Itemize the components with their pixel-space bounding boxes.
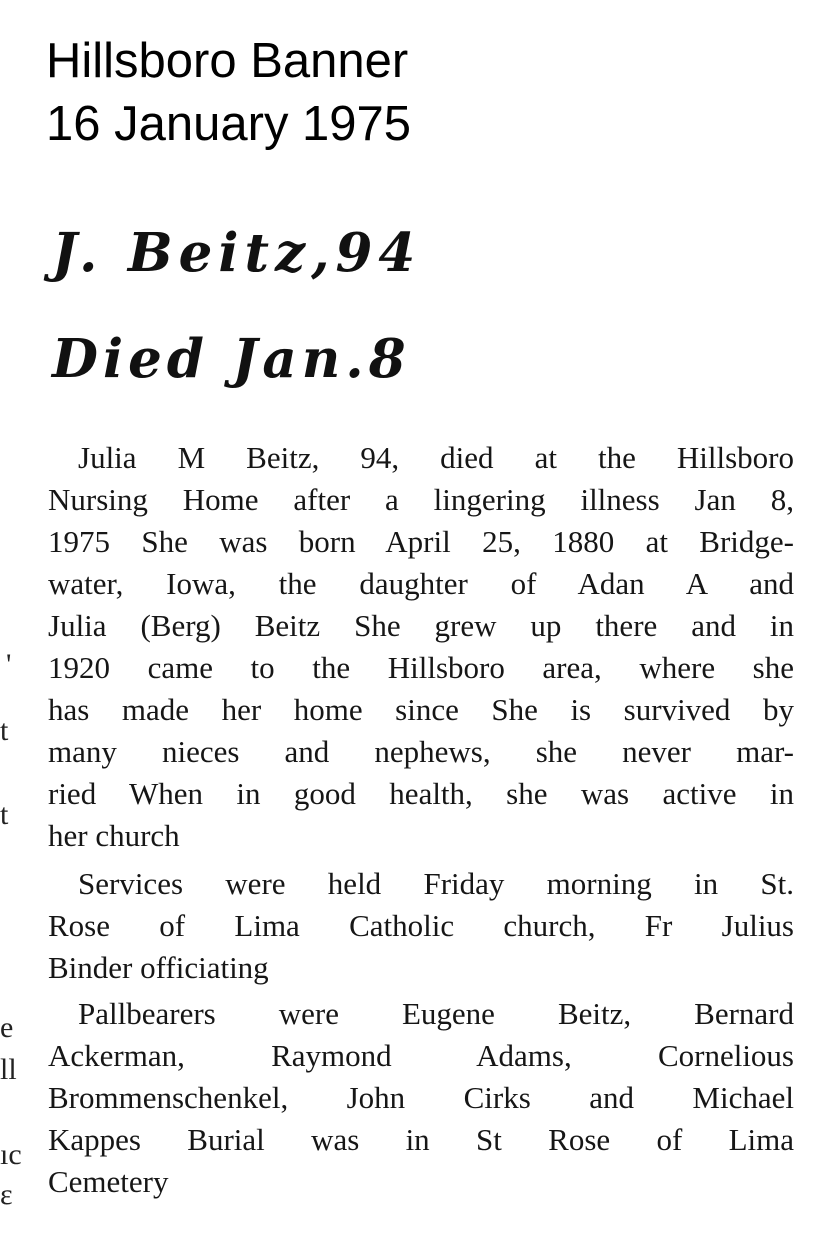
text-line: Rose of Lima Catholic church, Fr Julius bbox=[48, 908, 794, 943]
obituary-paragraph-2 bbox=[48, 863, 794, 989]
text-line: Cemetery bbox=[48, 1164, 169, 1199]
text-line: Ackerman, Raymond Adams, Cornelious bbox=[48, 1038, 794, 1073]
margin-fragment: ıc bbox=[0, 1138, 22, 1171]
text-line: Julia (Berg) Beitz She grew up there and in bbox=[48, 608, 794, 643]
margin-fragment: ll bbox=[0, 1053, 17, 1086]
text-line: water, Iowa, the daughter of Adan A and bbox=[48, 566, 794, 601]
margin-fragment: e bbox=[0, 1011, 14, 1044]
text-line: Kappes Burial was in St Rose of Lima bbox=[48, 1122, 794, 1157]
margin-fragment: t bbox=[0, 798, 9, 831]
margin-fragment: ε bbox=[0, 1178, 13, 1211]
publication-date: 16 January 1975 bbox=[46, 97, 412, 151]
text-line: Services were held Friday morning in St. bbox=[78, 866, 794, 901]
headline-line-1: J. Beitz,94 bbox=[52, 222, 422, 284]
text-line: Brommenschenkel, John Cirks and Michael bbox=[48, 1080, 794, 1115]
margin-fragment: t bbox=[0, 714, 9, 747]
headline-line-2: Died Jan.8 bbox=[52, 328, 411, 390]
text-line: ried When in good health, she was active in bbox=[48, 776, 794, 811]
obituary-paragraph-1 bbox=[48, 437, 794, 857]
source-citation bbox=[46, 30, 411, 156]
margin-fragment: ' bbox=[6, 648, 12, 681]
text-line: 1920 came to the Hillsboro area, where she bbox=[48, 650, 794, 685]
newspaper-name: Hillsboro Banner bbox=[46, 34, 409, 88]
text-line: 1975 She was born April 25, 1880 at Bridge- bbox=[48, 524, 794, 559]
text-line: Julia M Beitz, 94, died at the Hillsboro bbox=[78, 440, 794, 475]
text-line: Binder officiating bbox=[48, 950, 269, 985]
text-line: Nursing Home after a lingering illness Jan 8, bbox=[48, 482, 794, 517]
text-line: has made her home since She is survived by bbox=[48, 692, 794, 727]
text-line: Pallbearers were Eugene Beitz, Bernard bbox=[78, 996, 794, 1031]
obituary-paragraph-3 bbox=[48, 993, 794, 1203]
text-line: her church bbox=[48, 818, 180, 853]
text-line: many nieces and nephews, she never mar- bbox=[48, 734, 794, 769]
